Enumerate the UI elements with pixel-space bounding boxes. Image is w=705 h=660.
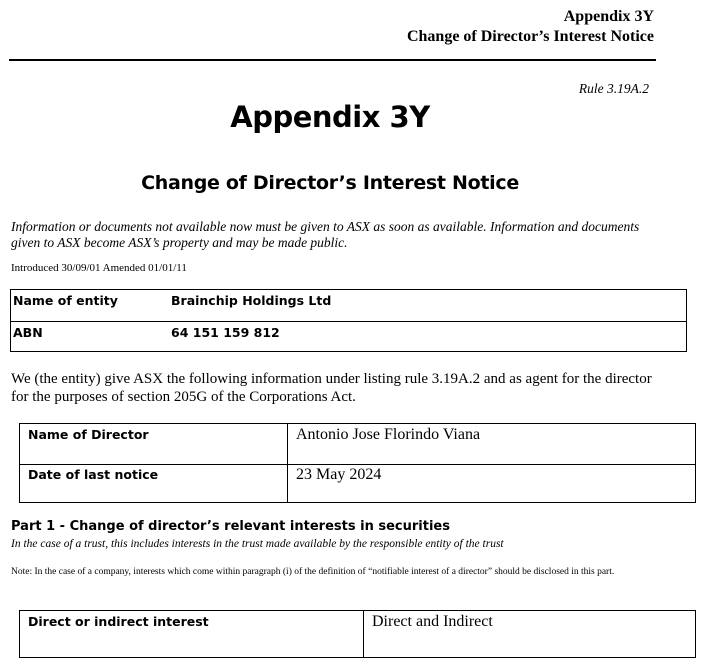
entity-table xyxy=(10,289,687,352)
introduced-line: Introduced 30/09/01 Amended 01/01/11 xyxy=(11,262,187,274)
interest-label: Direct or indirect interest xyxy=(28,614,209,629)
abn-label: ABN xyxy=(13,325,43,340)
header-line-1: Appendix 3Y xyxy=(563,8,654,25)
statement-text: We (the entity) give ASX the following information under listing rule 3.19A.2 and as agent for the director for the purposes of section 205G of the Corporations Act. xyxy=(11,371,652,405)
director-name-label: Name of Director xyxy=(28,427,149,442)
interest-table-divider xyxy=(363,611,364,657)
abn-row xyxy=(11,322,686,353)
header-divider xyxy=(9,59,656,61)
entity-name-value: Brainchip Holdings Ltd xyxy=(171,293,332,308)
entity-name-label: Name of entity xyxy=(13,293,118,308)
last-notice-label: Date of last notice xyxy=(28,467,159,482)
part1-subtitle: In the case of a trust, this includes interests in the trust made available by the responsible entity of the trust xyxy=(11,538,504,550)
entity-name-row xyxy=(11,290,686,322)
header-line-2: Change of Director’s Interest Notice xyxy=(406,28,654,45)
part1-title: Part 1 - Change of director’s relevant interests in securities xyxy=(11,519,450,534)
director-name-value: Antonio Jose Florindo Viana xyxy=(296,426,481,443)
interest-value: Direct and Indirect xyxy=(372,613,493,630)
page-title: Appendix 3Y xyxy=(230,100,430,134)
last-notice-value: 23 May 2024 xyxy=(296,466,382,483)
last-notice-row xyxy=(20,464,695,504)
page-subtitle: Change of Director’s Interest Notice xyxy=(141,172,519,194)
director-table xyxy=(19,423,696,503)
rule-reference: Rule 3.19A.2 xyxy=(578,81,649,96)
abn-value: 64 151 159 812 xyxy=(171,325,280,340)
info-text: Information or documents not available now must be given to ASX as soon as available. Information and documents given to ASX become ASX’s property and may be made public. xyxy=(11,219,640,250)
interest-table xyxy=(19,610,696,658)
director-name-row xyxy=(20,424,695,465)
part1-note: Note: In the case of a company, interests which come within paragraph (i) of the definition of “notifiable interest of a director” should be disclosed in this part. xyxy=(11,567,615,577)
